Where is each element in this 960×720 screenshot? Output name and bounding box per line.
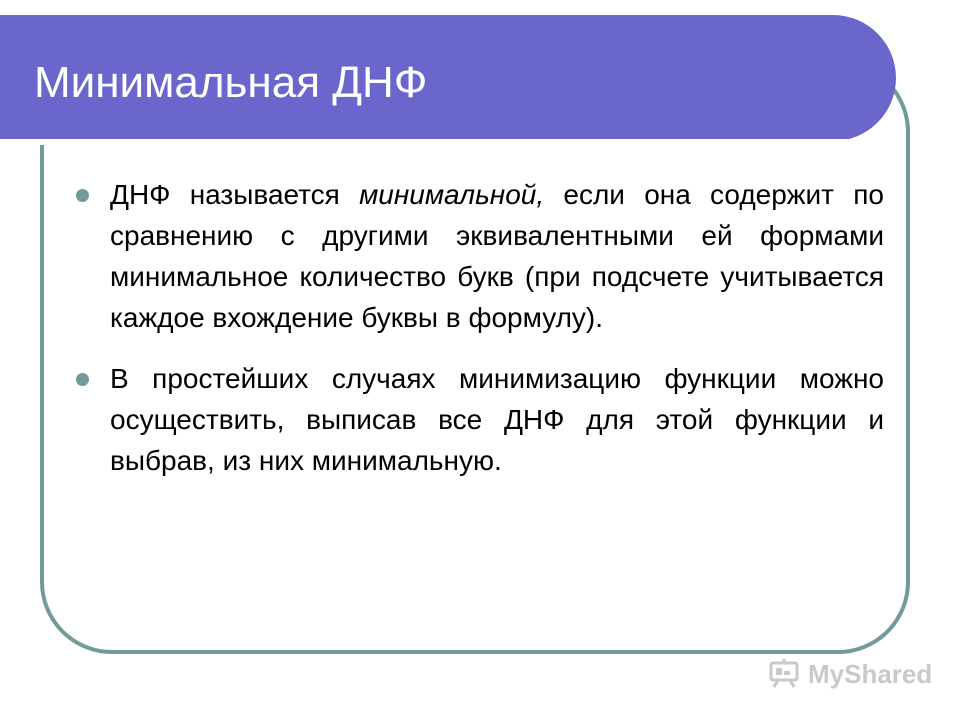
bullet-dot-icon [76,373,89,386]
title-bar [0,15,896,141]
bullet-text: В простейших случаях минимизацию функции можно осуществить, выписав все ДНФ для этой функции и выбрав, из них минимальную. [110,363,884,476]
myshared-watermark [768,655,933,695]
bullet-dot-icon [76,189,89,202]
presentation-screen-icon [768,658,802,688]
slide-title: Минимальная ДНФ [34,58,428,107]
watermark-text: MyShared [808,659,933,689]
bullet-text-after: если она содержит по сравнению с другими эквивалентными ей формами минимальное количество букв (при подсчете учитывается каждое вхождение буквы в формулу). [110,179,884,333]
bullet-text-emphasis: минимальной, [359,179,545,210]
title-underline [0,139,848,145]
bullet-item-minimization [110,358,884,481]
bullet-list [110,174,884,501]
bullet-item-definition [110,174,884,338]
bullet-text-before: ДНФ называется [110,179,360,210]
